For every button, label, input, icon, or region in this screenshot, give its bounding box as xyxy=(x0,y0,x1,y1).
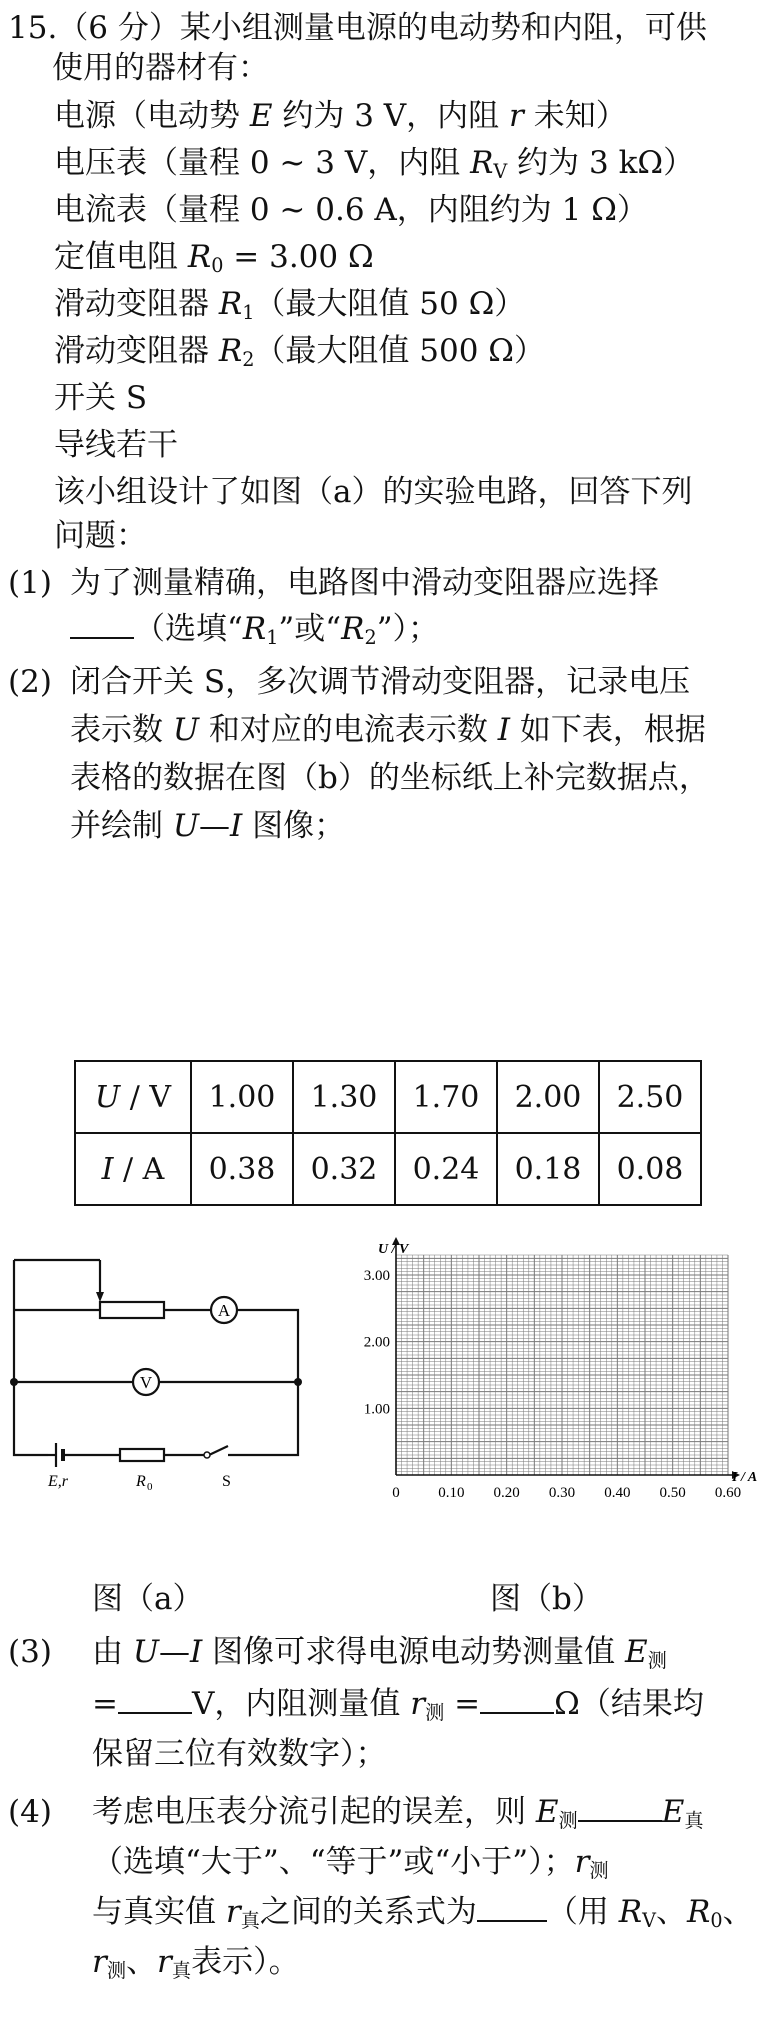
problem-intro-2: 使用的器材有： xyxy=(52,50,269,86)
switch-label: S xyxy=(222,1473,231,1490)
r0-symbol xyxy=(120,1449,164,1461)
table-cell: 0.18 xyxy=(497,1133,599,1205)
y-tick-label: 1.00 xyxy=(363,1401,390,1418)
q4-line4: $r_测$、$r_真$表示）。 xyxy=(92,1944,300,1982)
source-label: E,r xyxy=(48,1473,68,1490)
q2-line4: 并绘制 U—I 图像； xyxy=(70,808,346,844)
equipment-ammeter: 电流表（量程 0 ~ 0.6 A，内阻约为 1 Ω） xyxy=(54,192,648,228)
q1-line2: （选填“$R_1$”或“$R_2$”）； xyxy=(70,609,439,658)
r0-label-sub: 0 xyxy=(147,1481,153,1493)
table-cell: 1.70 xyxy=(395,1061,497,1133)
problem-number: 15. xyxy=(8,10,58,46)
q3-line3: 保留三位有效数字）； xyxy=(92,1736,387,1772)
equipment-rheostat-2: 滑动变阻器 $R_2$（最大阻值 500 Ω） xyxy=(54,333,546,371)
junction-right xyxy=(294,1378,302,1386)
graph-grid xyxy=(396,1255,728,1475)
x-tick-label: 0 xyxy=(392,1485,400,1501)
q4-number: (4) xyxy=(8,1794,52,1830)
rheostat-symbol xyxy=(100,1302,164,1318)
q3-line1: 由 U—I 图像可求得电源电动势测量值 $E_测$ xyxy=(92,1634,667,1672)
q2-line1: 闭合开关 S，多次调节滑动变阻器，记录电压 xyxy=(70,664,691,700)
ammeter-label: A xyxy=(217,1301,231,1320)
caption-b: 图（b） xyxy=(490,1581,603,1617)
x-tick-label: 0.30 xyxy=(548,1485,576,1501)
graph-tick-labels xyxy=(364,1268,741,1501)
r0-label: R xyxy=(136,1473,146,1490)
problem-score: （6 分） xyxy=(57,10,180,46)
table-row-current xyxy=(75,1133,701,1205)
table-cell: 1.00 xyxy=(191,1061,293,1133)
q2-line3: 表格的数据在图（b）的坐标纸上补完数据点， xyxy=(70,760,710,796)
problem-intro-1: 某小组测量电源的电动势和内阻，可供 xyxy=(179,10,707,46)
table-header-current: I / A xyxy=(75,1133,191,1205)
table-cell: 0.08 xyxy=(599,1133,701,1205)
problem-header xyxy=(8,8,707,48)
equipment-fixed-resistor: 定值电阻 $R_0 = 3.00$ Ω xyxy=(54,239,374,277)
q1-number: (1) xyxy=(8,565,52,601)
equipment-source: 电源（电动势 E 约为 3 V，内阻 r 未知） xyxy=(54,98,627,134)
q3-number: (3) xyxy=(8,1634,52,1670)
x-axis-label: I / A xyxy=(732,1470,758,1485)
x-tick-label: 0.50 xyxy=(659,1485,686,1501)
q4-line3: 与真实值 $r_真$之间的关系式为 （用 $R_V$、$R_0$、 xyxy=(92,1894,754,1932)
wire-left xyxy=(14,1260,48,1455)
y-tick-label: 3.00 xyxy=(363,1268,390,1284)
q3-emf-blank[interactable] xyxy=(118,1686,192,1714)
q2-line2: 表示数 U 和对应的电流表示数 I 如下表，根据 xyxy=(70,712,706,748)
junction-left xyxy=(10,1378,18,1386)
problem-design-2: 问题： xyxy=(54,518,147,554)
x-tick-label: 0.60 xyxy=(714,1485,742,1501)
problem-design-1: 该小组设计了如图（a）的实验电路，回答下列 xyxy=(54,474,693,510)
equipment-voltmeter: 电压表（量程 0 ~ 3 V，内阻 $R_V$ 约为 3 kΩ） xyxy=(54,145,695,183)
q4-line2: （选填“大于”、“等于”或“小于”）；$r_测$ xyxy=(92,1844,609,1882)
q3-line2: = V，内阻测量值 $r_测 = \Omega$（结果均 xyxy=(92,1686,704,1724)
q1-line1: 为了测量精确，电路图中滑动变阻器应选择 xyxy=(70,565,659,601)
voltmeter-label: V xyxy=(139,1373,153,1392)
equipment-rheostat-1: 滑动变阻器 $R_1$（最大阻值 50 Ω） xyxy=(54,286,526,324)
table-row-voltage xyxy=(75,1061,701,1133)
table-cell: 1.30 xyxy=(293,1061,395,1133)
q2-number: (2) xyxy=(8,664,52,700)
q4-line1: 考虑电压表分流引起的误差，则 $E_测$ $E_真$ xyxy=(92,1794,704,1832)
table-cell: 0.24 xyxy=(395,1133,497,1205)
q4-relation-blank[interactable] xyxy=(477,1894,547,1922)
y-axis-label: U / V xyxy=(378,1242,409,1257)
x-tick-label: 0.20 xyxy=(493,1485,520,1501)
caption-a: 图（a） xyxy=(92,1581,204,1617)
switch-blade xyxy=(209,1446,228,1455)
equipment-wires: 导线若干 xyxy=(54,427,178,463)
circuit-diagram xyxy=(0,1250,320,1510)
x-tick-label: 0.40 xyxy=(604,1485,631,1501)
table-cell: 2.50 xyxy=(599,1061,701,1133)
coordinate-graph xyxy=(330,1235,770,1525)
equipment-switch: 开关 S xyxy=(54,380,148,416)
slider-arrow xyxy=(96,1292,104,1302)
table-cell: 2.00 xyxy=(497,1061,599,1133)
q4-compare-blank[interactable] xyxy=(578,1794,662,1822)
switch-contact xyxy=(204,1452,210,1458)
x-tick-label: 0.10 xyxy=(438,1485,465,1501)
q3-resistance-blank[interactable] xyxy=(480,1686,554,1714)
data-table xyxy=(74,1060,702,1206)
q1-answer-blank[interactable] xyxy=(70,611,134,639)
table-header-voltage: U / V xyxy=(75,1061,191,1133)
table-cell: 0.38 xyxy=(191,1133,293,1205)
y-tick-label: 2.00 xyxy=(363,1334,390,1351)
table-cell: 0.32 xyxy=(293,1133,395,1205)
